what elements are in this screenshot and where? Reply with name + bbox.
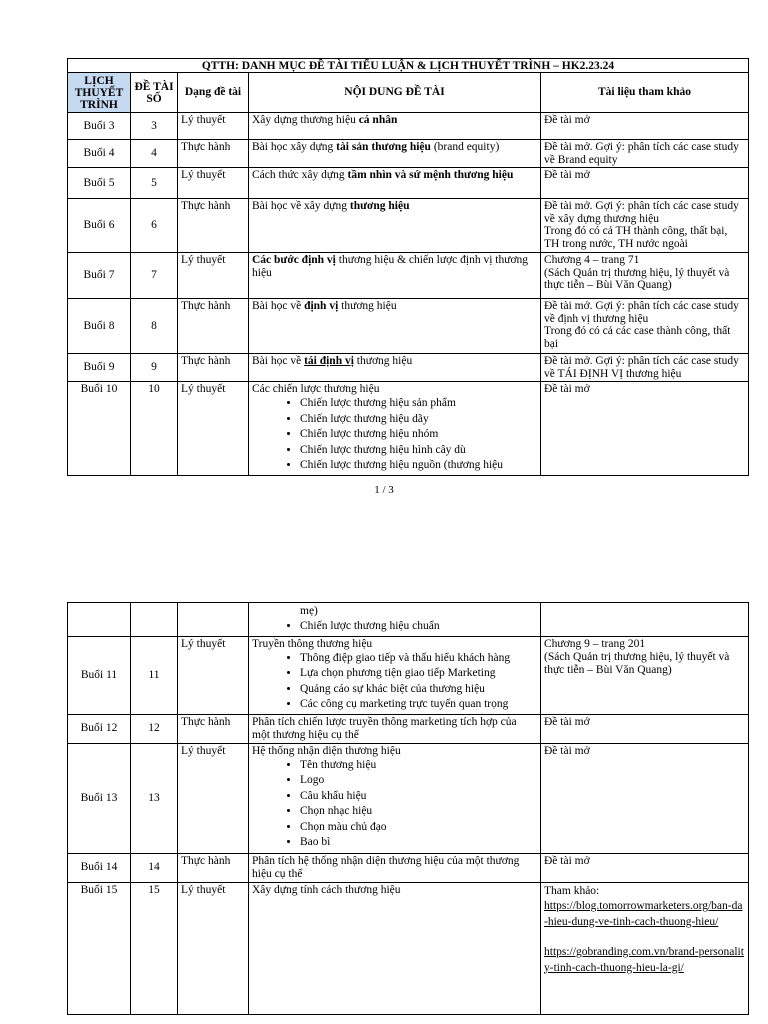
- continued-text: mẹ): [300, 605, 318, 617]
- type-cell: Lý thuyết: [178, 743, 249, 853]
- type-cell: Lý thuyết: [178, 253, 249, 299]
- list-item: • Các công cụ marketing trực tuyến quan trọng: [300, 697, 537, 713]
- refs-cell: Chương 4 – trang 71 (Sách Quản trị thương hiệu, lý thuyết và thực tiễn – Bùi Văn Quang): [541, 253, 749, 299]
- header-type: Dạng đề tài: [178, 73, 249, 113]
- topics-table-page1: [67, 58, 749, 476]
- session-cell: Buổi 11: [68, 636, 131, 714]
- content-text: thương hiệu: [338, 300, 397, 312]
- session-cell: Buổi 15: [68, 882, 131, 1014]
- type-cell: Thực hành: [178, 140, 249, 168]
- content-text: (brand equity): [430, 141, 500, 153]
- table-row: [68, 199, 749, 253]
- list-item: • Bao bì: [300, 835, 537, 851]
- list-item: • Lựa chọn phương tiện giao tiếp Marketing: [300, 666, 537, 682]
- refs-cell: Đề tài mở: [541, 168, 749, 199]
- refs-label: Tham khảo:: [544, 884, 600, 897]
- header-schedule: LỊCH THUYẾT TRÌNH: [68, 73, 131, 113]
- session-cell: Buổi 10: [68, 382, 131, 476]
- list-item: • Chọn màu chủ đạo: [300, 820, 537, 836]
- content-cell: Phân tích hệ thống nhận diện thương hiệu của một thương hiệu cụ thể: [249, 853, 541, 882]
- type-cell: Thực hành: [178, 354, 249, 382]
- table-row: [68, 354, 749, 382]
- bullet-list: [252, 758, 537, 851]
- topic-number-cell: 9: [131, 354, 178, 382]
- topic-number-cell: 4: [131, 140, 178, 168]
- refs-cell: Đề tài mở. Gợi ý: phân tích các case study về định vị thương hiệu Trong đó có cả các case thành công, thất bại: [541, 299, 749, 354]
- list-item: • Chiến lược thương hiệu dãy: [300, 412, 537, 428]
- refs-cell: Đề tài mở: [541, 853, 749, 882]
- type-cell: Lý thuyết: [178, 168, 249, 199]
- document-title: QTTH: DANH MỤC ĐỀ TÀI TIỂU LUẬN & LỊCH THUYẾT TRÌNH – HK2.23.24: [68, 59, 749, 73]
- topic-number-cell: 13: [131, 743, 178, 853]
- content-text: Xây dựng thương hiệu: [252, 114, 359, 126]
- content-cell: Xây dựng tính cách thương hiệu: [249, 882, 541, 1014]
- bullet-list: [252, 396, 537, 474]
- type-cell: Lý thuyết: [178, 113, 249, 140]
- content-emphasis: Các bước định vị: [252, 254, 336, 266]
- type-cell: Thực hành: [178, 853, 249, 882]
- content-text: Cách thức xây dựng: [252, 169, 348, 181]
- list-item: • Câu khẩu hiệu: [300, 789, 537, 805]
- refs-cell: Đề tài mở. Gợi ý: phân tích các case study về Brand equity: [541, 140, 749, 168]
- content-text: Bài học về: [252, 355, 305, 367]
- type-cell: Thực hành: [178, 299, 249, 354]
- type-cell: Lý thuyết: [178, 382, 249, 476]
- list-item: • Chiến lược thương hiệu nhóm: [300, 427, 537, 443]
- header-refs: Tài liệu tham khảo: [541, 73, 749, 113]
- reference-link-tomorrowmarketers[interactable]: https://blog.tomorrowmarketers.org/ban-da-hieu-dung-ve-tinh-cach-thuong-hieu/: [544, 900, 743, 928]
- table-row: [68, 168, 749, 199]
- refs-cell: Đề tài mở: [541, 743, 749, 853]
- content-cell: Phân tích chiến lược truyền thông marketing tích hợp của một thương hiệu cụ thể: [249, 714, 541, 743]
- type-cell: Thực hành: [178, 714, 249, 743]
- content-emphasis: tầm nhìn và sứ mệnh thương hiệu: [347, 169, 514, 181]
- topics-table-page2: [67, 602, 749, 1015]
- content-cell: [249, 113, 541, 140]
- list-item: • Logo: [300, 773, 537, 789]
- content-cell: [249, 743, 541, 853]
- bullet-list: [252, 619, 537, 635]
- topic-number-cell: 10: [131, 382, 178, 476]
- refs-cell: Đề tài mở. Gợi ý: phân tích các case study về xây dựng thương hiệu Trong đó có cả TH thành công, thất bại, TH trong nước, TH nước ngoài: [541, 199, 749, 253]
- content-emphasis: thương hiệu: [349, 200, 410, 212]
- list-item: • Chọn nhạc hiệu: [300, 804, 537, 820]
- session-cell: Buổi 8: [68, 299, 131, 354]
- topic-number-cell: 14: [131, 853, 178, 882]
- content-emphasis: định vị: [304, 300, 339, 312]
- topic-number-cell: 15: [131, 882, 178, 1014]
- refs-cell: Đề tài mở. Gợi ý: phân tích các case study về TÁI ĐỊNH VỊ thương hiệu: [541, 354, 749, 382]
- type-cell: Lý thuyết: [178, 636, 249, 714]
- content-cell: [249, 299, 541, 354]
- refs-cell: Đề tài mở: [541, 714, 749, 743]
- content-cell: [249, 354, 541, 382]
- refs-cell: Đề tài mở: [541, 113, 749, 140]
- refs-cell: Đề tài mở: [541, 382, 749, 476]
- content-text: Bài học về: [252, 300, 305, 312]
- content-cell: [249, 168, 541, 199]
- header-topic-no: ĐỀ TÀI SỐ: [131, 73, 178, 113]
- list-item: • Chiến lược thương hiệu sản phẩm: [300, 396, 537, 412]
- session-cell: Buổi 13: [68, 743, 131, 853]
- bullet-list: [252, 651, 537, 713]
- content-cell: [249, 382, 541, 476]
- content-emphasis: tái định vị: [304, 355, 354, 367]
- content-text: thương hiệu & chiến lược định vị thương hiệu: [252, 254, 529, 279]
- session-cell: Buổi 5: [68, 168, 131, 199]
- content-cell: [249, 603, 541, 637]
- content-intro: Hệ thống nhận diện thương hiệu: [252, 744, 401, 757]
- content-cell: [249, 636, 541, 714]
- topic-number-cell: 11: [131, 636, 178, 714]
- topic-number-cell: 6: [131, 199, 178, 253]
- type-cell: Thực hành: [178, 199, 249, 253]
- session-cell: Buổi 3: [68, 113, 131, 140]
- content-cell: [249, 199, 541, 253]
- content-text: thương hiệu: [353, 355, 413, 367]
- topic-number-cell: 5: [131, 168, 178, 199]
- content-text: Bài học về xây dựng: [252, 200, 350, 212]
- content-emphasis: cá nhân: [358, 114, 398, 126]
- topic-number-cell: 8: [131, 299, 178, 354]
- reference-link-gobranding[interactable]: https://gobranding.com.vn/brand-personality-tinh-cach-thuong-hieu-la-gi/: [544, 946, 744, 974]
- type-cell: Lý thuyết: [178, 882, 249, 1014]
- table-row: [68, 253, 749, 299]
- session-cell: Buổi 14: [68, 853, 131, 882]
- table-row: [68, 113, 749, 140]
- content-text: Bài học xây dựng: [252, 141, 337, 153]
- list-item: • Thông điệp giao tiếp và thấu hiểu khách hàng: [300, 651, 537, 667]
- header-content: NỘI DUNG ĐỀ TÀI: [249, 73, 541, 113]
- content-cell: [249, 140, 541, 168]
- topic-number-cell: 12: [131, 714, 178, 743]
- content-cell: [249, 253, 541, 299]
- list-item: • Chiến lược thương hiệu chuẩn: [300, 619, 537, 635]
- topic-number-cell: 7: [131, 253, 178, 299]
- session-cell: Buổi 12: [68, 714, 131, 743]
- list-item: • Chiến lược thương hiệu nguồn (thương hiệu: [300, 458, 537, 474]
- content-intro: Truyền thông thương hiệu: [252, 637, 373, 650]
- session-cell: Buổi 4: [68, 140, 131, 168]
- refs-cell: Chương 9 – trang 201 (Sách Quản trị thương hiệu, lý thuyết và thực tiễn – Bùi Văn Quang): [541, 636, 749, 714]
- content-emphasis: tài sản thương hiệu: [336, 141, 431, 153]
- session-cell: Buổi 9: [68, 354, 131, 382]
- list-item: • Tên thương hiệu: [300, 758, 537, 774]
- session-cell: Buổi 7: [68, 253, 131, 299]
- table-row: [68, 140, 749, 168]
- content-intro: Các chiến lược thương hiệu: [252, 383, 380, 395]
- refs-cell: [541, 882, 749, 1014]
- list-item: • Quảng cáo sự khác biệt của thương hiệu: [300, 682, 537, 698]
- session-cell: Buổi 6: [68, 199, 131, 253]
- table-row: [68, 299, 749, 354]
- page-number: 1 / 3: [374, 484, 394, 496]
- list-item: • Chiến lược thương hiệu hình cây dù: [300, 443, 537, 459]
- topic-number-cell: 3: [131, 113, 178, 140]
